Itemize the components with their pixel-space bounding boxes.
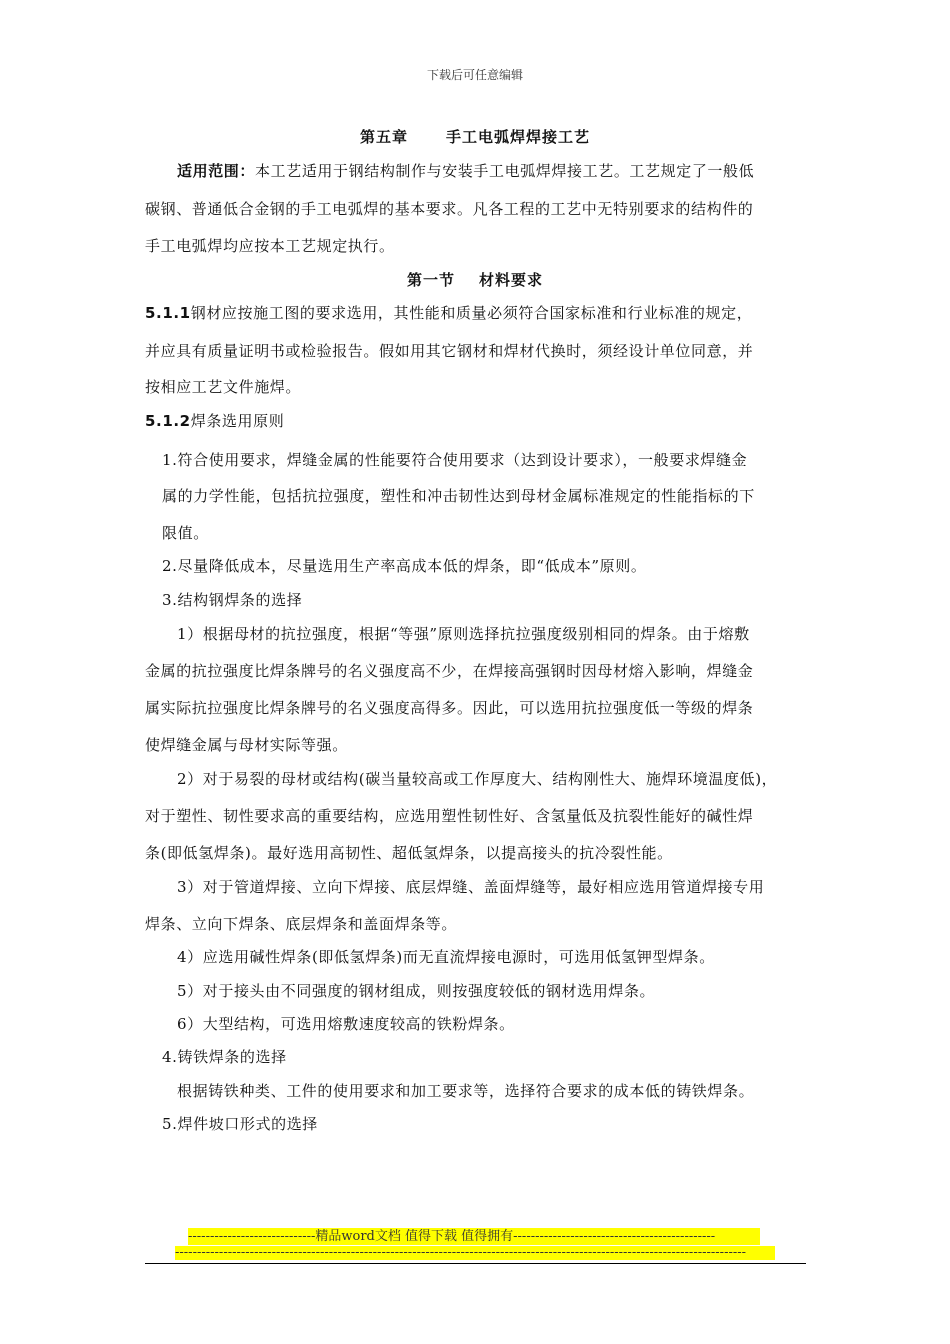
- page-header: 下载后可任意编辑: [426, 68, 523, 82]
- list-item: 1）根据母材的抗拉强度，根据“等强”原则选择抗拉强度级别相同的焊条。由于熔敷: [177, 625, 750, 643]
- section-number: 第一节: [406, 271, 455, 289]
- list-item: 限值。: [162, 524, 209, 542]
- list-item: 5）对于接头由不同强度的钢材组成，则按强度较低的钢材选用焊条。: [177, 982, 656, 1000]
- clause-number: 5.1.2: [145, 412, 191, 430]
- chapter-name: 手工电弧焊焊接工艺: [446, 128, 591, 146]
- footer-banner-top: -----------------------------精品word文档 值得下载 值得拥有----------------------------------------------: [188, 1228, 760, 1245]
- list-item: 4）应选用碱性焊条(即低氢焊条)而无直流焊接电源时，可选用低氢钾型焊条。: [177, 948, 715, 966]
- footer-banner-bottom: ----------------------------------------------------------------------------------------------------------------------------------: [175, 1246, 775, 1260]
- section-name: 材料要求: [479, 271, 544, 289]
- list-item: 对于塑性、韧性要求高的重要结构，应选用塑性韧性好、含氢量低及抗裂性能好的碱性焊: [145, 807, 754, 825]
- scope-label: 适用范围：: [177, 162, 256, 180]
- chapter-number: 第五章: [359, 128, 408, 146]
- clause-5-1-1-line-1: 5.1.1钢材应按施工图的要求选用，其性能和质量必须符合国家标准和行业标准的规定，: [145, 304, 753, 322]
- list-item: 1.符合使用要求，焊缝金属的性能要符合使用要求（达到设计要求），一般要求焊缝金: [162, 451, 748, 469]
- scope-line-2: 碳钢、普通低合金钢的手工电弧焊的基本要求。凡各工程的工艺中无特别要求的结构件的: [145, 200, 754, 218]
- list-item: 3）对于管道焊接、立向下焊接、底层焊缝、盖面焊缝等，最好相应选用管道焊接专用: [177, 878, 765, 896]
- footer-rule: [145, 1263, 806, 1264]
- scope-line-3: 手工电弧焊均应按本工艺规定执行。: [145, 237, 395, 255]
- list-item: 根据铸铁种类、工件的使用要求和加工要求等，选择符合要求的成本低的铸铁焊条。: [177, 1082, 755, 1100]
- list-item: 金属的抗拉强度比焊条牌号的名义强度高不少，在焊接高强钢时因母材熔入影响，焊缝金: [145, 662, 754, 680]
- scope-line-1: 适用范围：本工艺适用于钢结构制作与安装手工电弧焊焊接工艺。工艺规定了一般低: [177, 162, 755, 180]
- list-item: 使焊缝金属与母材实际等强。: [145, 736, 348, 754]
- list-item: 焊条、立向下焊条、底层焊条和盖面焊条等。: [145, 915, 458, 933]
- clause-5-1-1-line-2: 并应具有质量证明书或检验报告。假如用其它钢材和焊材代换时，须经设计单位同意，并: [145, 342, 754, 360]
- list-item: 属实际抗拉强度比焊条牌号的名义强度高得多。因此，可以选用抗拉强度低一等级的焊条: [145, 699, 754, 717]
- list-item: 5.焊件坡口形式的选择: [162, 1115, 318, 1133]
- clause-5-1-2: 5.1.2焊条选用原则: [145, 412, 285, 430]
- clause-5-1-1-line-3: 按相应工艺文件施焊。: [145, 378, 302, 396]
- chapter-title: [0, 126, 950, 147]
- section-title: [0, 269, 950, 290]
- clause-number: 5.1.1: [145, 304, 191, 322]
- list-item: 4.铸铁焊条的选择: [162, 1048, 287, 1066]
- list-item: 属的力学性能，包括抗拉强度，塑性和冲击韧性达到母材金属标准规定的性能指标的下: [162, 487, 755, 505]
- list-item: 3.结构钢焊条的选择: [162, 591, 303, 609]
- list-item: 6）大型结构，可选用熔敷速度较高的铁粉焊条。: [177, 1015, 515, 1033]
- list-item: 2）对于易裂的母材或结构(碳当量较高或工作厚度大、结构刚性大、施焊环境温度低)，: [177, 770, 778, 788]
- list-item: 条(即低氢焊条)。最好选用高韧性、超低氢焊条，以提高接头的抗冷裂性能。: [145, 844, 673, 862]
- list-item: 2.尽量降低成本，尽量选用生产率高成本低的焊条，即“低成本”原则。: [162, 557, 647, 575]
